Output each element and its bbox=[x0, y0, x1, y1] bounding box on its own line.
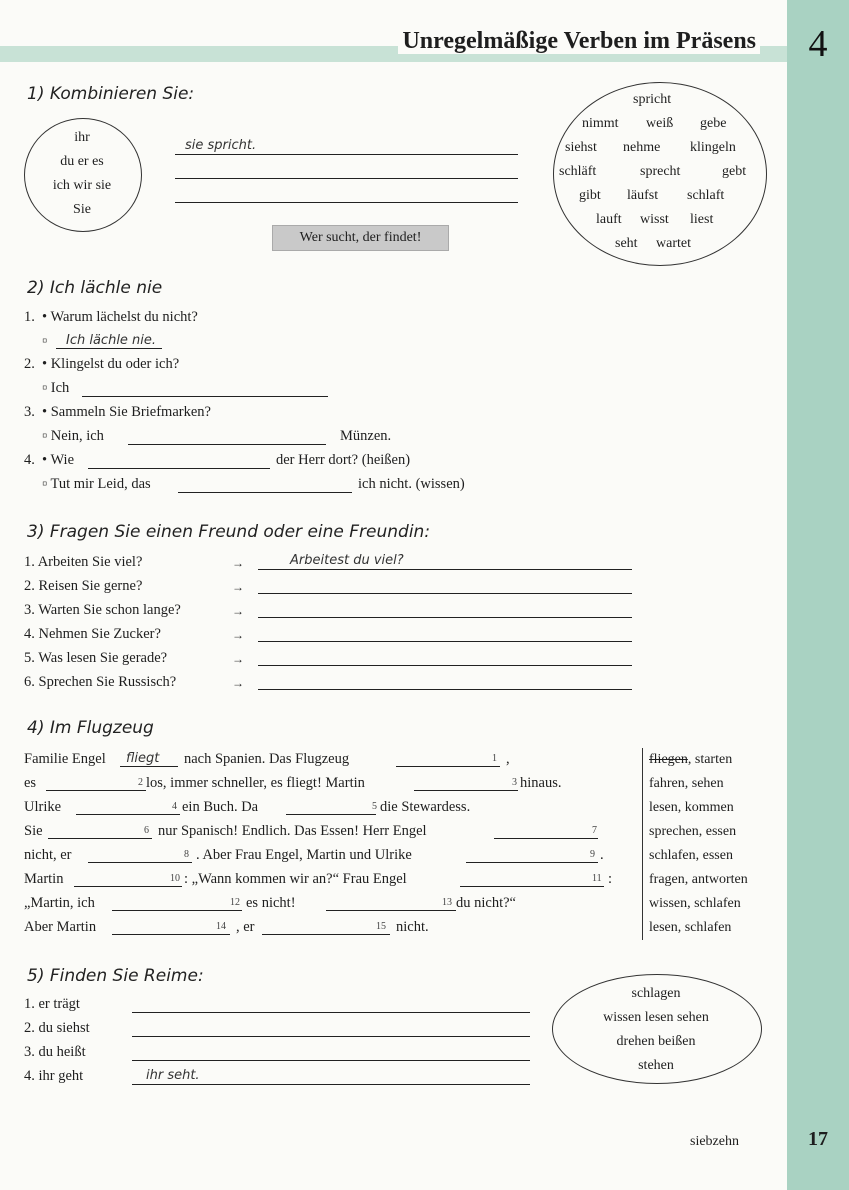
s4-line-1[interactable] bbox=[396, 766, 500, 767]
s4-gap-number-1: 1 bbox=[492, 753, 497, 764]
s4-line-0 bbox=[120, 766, 178, 767]
s4-word-list-row-1 bbox=[649, 748, 784, 772]
s2-item-3-answer-prefix: ▫ Nein, ich bbox=[42, 428, 104, 444]
s4-line-6[interactable] bbox=[48, 838, 152, 839]
s2-item-3-question: • Sammeln Sie Briefmarken? bbox=[42, 404, 211, 420]
s4-row4-text-a: Sie bbox=[24, 823, 43, 839]
s3-line-2[interactable] bbox=[258, 593, 632, 594]
s4-row3-text-c: die Stewardess. bbox=[380, 799, 471, 815]
s4-word-list-row-8: lesen, schlafen bbox=[649, 920, 732, 935]
s4-gap-number-4: 4 bbox=[172, 801, 177, 812]
chapter-side-tab bbox=[787, 0, 849, 1190]
pronoun-row-4: Sie bbox=[73, 202, 91, 217]
verb-gibt: gibt bbox=[579, 188, 601, 203]
verb-liest: liest bbox=[690, 212, 714, 227]
s2-item-1-answer-prefix: ▫ bbox=[42, 333, 48, 349]
s4-row1-text-a: Familie Engel bbox=[24, 751, 106, 767]
s4-row4-text-b: nur Spanisch! Endlich. Das Essen! Herr Engel bbox=[158, 823, 427, 839]
section-1-title: 1) Kombinieren Sie: bbox=[27, 84, 195, 104]
s4-word-list-row-6: fragen, antworten bbox=[649, 872, 748, 887]
section-4-title: 4) Im Flugzeug bbox=[27, 718, 154, 738]
s4-gap-number-14: 14 bbox=[216, 921, 226, 932]
s4-line-12[interactable] bbox=[112, 910, 242, 911]
s5-line-4 bbox=[132, 1084, 530, 1085]
s5-line-2[interactable] bbox=[132, 1036, 530, 1037]
s3-question-3: 3. Warten Sie schon lange? bbox=[24, 602, 181, 618]
s4-row1-text-c: , bbox=[506, 751, 510, 767]
s2-item-3-answer-suffix: Münzen. bbox=[340, 428, 392, 444]
s3-question-5: 5. Was lesen Sie gerade? bbox=[24, 650, 168, 666]
s5-line-1[interactable] bbox=[132, 1012, 530, 1013]
s3-question-4: 4. Nehmen Sie Zucker? bbox=[24, 626, 161, 642]
s4-word-list-row-7: wissen, schlafen bbox=[649, 896, 741, 911]
s3-question-1: 1. Arbeiten Sie viel? bbox=[24, 554, 143, 570]
s1-answer-line-3[interactable] bbox=[175, 202, 518, 203]
s4-row7-text-c: du nicht?“ bbox=[456, 895, 516, 911]
s4-word-list-row-3: lesen, kommen bbox=[649, 800, 734, 815]
s4-line-11[interactable] bbox=[460, 886, 604, 887]
s4-row6-text-b: : „Wann kommen wir an?“ Frau Engel bbox=[184, 871, 407, 887]
s5-item-3: 3. du heißt bbox=[24, 1044, 86, 1060]
s4-line-2[interactable] bbox=[46, 790, 146, 791]
s4-row5-text-c: . bbox=[600, 847, 604, 863]
s1-answer-line-2[interactable] bbox=[175, 178, 518, 179]
verb-gebt: gebt bbox=[722, 164, 747, 179]
verb-nehme: nehme bbox=[623, 140, 661, 155]
page-number-word: siebzehn bbox=[690, 1134, 739, 1149]
verb-klingeln: klingeln bbox=[690, 140, 736, 155]
pronoun-row-1: ihr bbox=[74, 130, 90, 145]
s5-example-answer: ihr seht. bbox=[146, 1068, 200, 1083]
verb-laeufst: läufst bbox=[627, 188, 659, 203]
s4-word-struck: fliegen bbox=[649, 752, 688, 767]
s4-row8-text-a: Aber Martin bbox=[24, 919, 97, 935]
s4-row2-text-a: es bbox=[24, 775, 37, 791]
verb-gebe: gebe bbox=[700, 116, 727, 131]
s4-line-13[interactable] bbox=[326, 910, 456, 911]
s2-item-3-number: 3. bbox=[24, 404, 35, 420]
s4-row8-text-c: nicht. bbox=[396, 919, 429, 935]
s4-word-list-row-4: sprechen, essen bbox=[649, 824, 737, 839]
s4-gap-number-13: 13 bbox=[442, 897, 452, 908]
verb-weiss: weiß bbox=[646, 116, 674, 131]
s4-line-8[interactable] bbox=[88, 862, 192, 863]
s2-item-4-number: 4. bbox=[24, 452, 35, 468]
rhyme-row-3: drehen beißen bbox=[616, 1034, 696, 1049]
verb-lauft: lauft bbox=[596, 212, 622, 227]
rhyme-row-1: schlagen bbox=[631, 986, 681, 1001]
s3-line-6[interactable] bbox=[258, 689, 632, 690]
s4-gap-number-7: 7 bbox=[592, 825, 597, 836]
section-2-title: 2) Ich lächle nie bbox=[27, 278, 163, 298]
s2-item-4-answer-suffix: ich nicht. (wissen) bbox=[358, 476, 465, 492]
s1-example-answer: sie spricht. bbox=[185, 138, 257, 153]
verb-nimmt: nimmt bbox=[582, 116, 619, 131]
s4-example-fill: fliegt bbox=[126, 751, 160, 766]
s4-row2-text-c: hinaus. bbox=[520, 775, 562, 791]
s2-item-4-answer-line[interactable] bbox=[178, 492, 352, 493]
s4-row8-text-b: , er bbox=[236, 919, 255, 935]
s2-item-2-question: • Klingelst du oder ich? bbox=[42, 356, 180, 372]
s4-word-list-row-5: schlafen, essen bbox=[649, 848, 733, 863]
page-number: 17 bbox=[808, 1128, 828, 1150]
s4-row2-text-b: los, immer schneller, es fliegt! Martin bbox=[146, 775, 365, 791]
verb-wartet: wartet bbox=[656, 236, 691, 251]
s5-item-1: 1. er trägt bbox=[24, 996, 80, 1012]
verb-sprecht: sprecht bbox=[640, 164, 681, 179]
s4-row5-text-b: . Aber Frau Engel, Martin und Ulrike bbox=[196, 847, 412, 863]
s4-word-list-row-2: fahren, sehen bbox=[649, 776, 724, 791]
s2-item-4-question-prefix: • Wie bbox=[42, 452, 75, 468]
s4-line-10[interactable] bbox=[74, 886, 182, 887]
s4-gap-number-10: 10 bbox=[170, 873, 180, 884]
s3-arrow-1: → bbox=[232, 556, 244, 570]
verb-spricht: spricht bbox=[633, 92, 672, 107]
s2-item-2-answer-prefix: ▫ Ich bbox=[42, 380, 70, 396]
s4-row6-text-c: : bbox=[608, 871, 613, 887]
verb-schlaft: schlaft bbox=[687, 188, 725, 203]
s3-arrow-6: → bbox=[232, 676, 244, 690]
s4-row7-text-b: es nicht! bbox=[246, 895, 296, 911]
s3-line-3[interactable] bbox=[258, 617, 632, 618]
section-3-title: 3) Fragen Sie einen Freund oder eine Freundin: bbox=[27, 522, 431, 542]
s4-gap-number-9: 9 bbox=[590, 849, 595, 860]
s4-word-first-rest: , starten bbox=[687, 752, 733, 767]
s3-example-answer: Arbeitest du viel? bbox=[290, 553, 404, 568]
s3-arrow-3: → bbox=[232, 604, 244, 618]
s2-item-2-line[interactable] bbox=[82, 396, 328, 397]
s2-item-4-answer-prefix: ▫ Tut mir Leid, das bbox=[42, 476, 151, 492]
page-title-text: Unregelmäßige Verben im Präsens bbox=[398, 28, 760, 54]
pronoun-row-3: ich wir sie bbox=[52, 178, 112, 193]
s4-gap-number-3: 3 bbox=[512, 777, 517, 788]
s4-gap-number-11: 11 bbox=[592, 873, 602, 884]
s1-answer-line-1[interactable] bbox=[175, 154, 518, 155]
s4-line-5[interactable] bbox=[286, 814, 376, 815]
s2-item-1-answer: Ich lächle nie. bbox=[66, 333, 157, 348]
s5-item-4: 4. ihr geht bbox=[24, 1068, 84, 1084]
s4-row3-text-b: ein Buch. Da bbox=[182, 799, 259, 815]
s2-item-1-number: 1. bbox=[24, 309, 35, 325]
s3-arrow-4: → bbox=[232, 628, 244, 642]
s3-question-6: 6. Sprechen Sie Russisch? bbox=[24, 674, 177, 690]
s4-line-15[interactable] bbox=[262, 934, 390, 935]
s4-row7-text-a: „Martin, ich bbox=[24, 895, 95, 911]
s4-row3-text-a: Ulrike bbox=[24, 799, 62, 815]
s2-item-2-number: 2. bbox=[24, 356, 35, 372]
s3-arrow-2: → bbox=[232, 580, 244, 594]
s3-line-1 bbox=[258, 569, 632, 570]
s4-gap-number-6: 6 bbox=[144, 825, 149, 836]
s3-question-2: 2. Reisen Sie gerne? bbox=[24, 578, 143, 594]
s4-line-4[interactable] bbox=[76, 814, 180, 815]
rhyme-row-2: wissen lesen sehen bbox=[603, 1010, 709, 1025]
s4-row6-text-a: Martin bbox=[24, 871, 64, 887]
s5-line-3[interactable] bbox=[132, 1060, 530, 1061]
page-title bbox=[300, 28, 760, 55]
verb-siehst: siehst bbox=[565, 140, 597, 155]
pronoun-row-2: du er es bbox=[60, 154, 104, 169]
s2-item-1-question: • Warum lächelst du nicht? bbox=[42, 309, 198, 325]
s2-item-4-question-suffix: der Herr dort? (heißen) bbox=[276, 452, 411, 468]
s4-line-9[interactable] bbox=[466, 862, 598, 863]
proverb-box: Wer sucht, der findet! bbox=[272, 225, 449, 251]
s4-line-14[interactable] bbox=[112, 934, 230, 935]
s4-gap-number-8: 8 bbox=[184, 849, 189, 860]
s4-line-3[interactable] bbox=[414, 790, 518, 791]
section-5-title: 5) Finden Sie Reime: bbox=[27, 966, 204, 986]
s5-item-2: 2. du siehst bbox=[24, 1020, 90, 1036]
s4-row5-text-a: nicht, er bbox=[24, 847, 72, 863]
chapter-number: 4 bbox=[808, 23, 828, 65]
s3-line-5[interactable] bbox=[258, 665, 632, 666]
s4-gap-number-5: 5 bbox=[372, 801, 377, 812]
s4-row1-text-b: nach Spanien. Das Flugzeug bbox=[184, 751, 350, 767]
s3-line-4[interactable] bbox=[258, 641, 632, 642]
s4-line-7[interactable] bbox=[494, 838, 598, 839]
s4-gap-number-15: 15 bbox=[376, 921, 386, 932]
verb-schlaeft: schläft bbox=[559, 164, 597, 179]
s4-gap-number-2: 2 bbox=[138, 777, 143, 788]
verb-seht: seht bbox=[615, 236, 638, 251]
verb-wisst: wisst bbox=[640, 212, 669, 227]
rhyme-row-4: stehen bbox=[638, 1058, 674, 1073]
s2-item-4-question-line[interactable] bbox=[88, 468, 270, 469]
s2-item-1-line bbox=[56, 348, 162, 349]
s4-word-list bbox=[642, 748, 784, 940]
s2-item-3-line[interactable] bbox=[128, 444, 326, 445]
s3-arrow-5: → bbox=[232, 652, 244, 666]
s4-gap-number-12: 12 bbox=[230, 897, 240, 908]
